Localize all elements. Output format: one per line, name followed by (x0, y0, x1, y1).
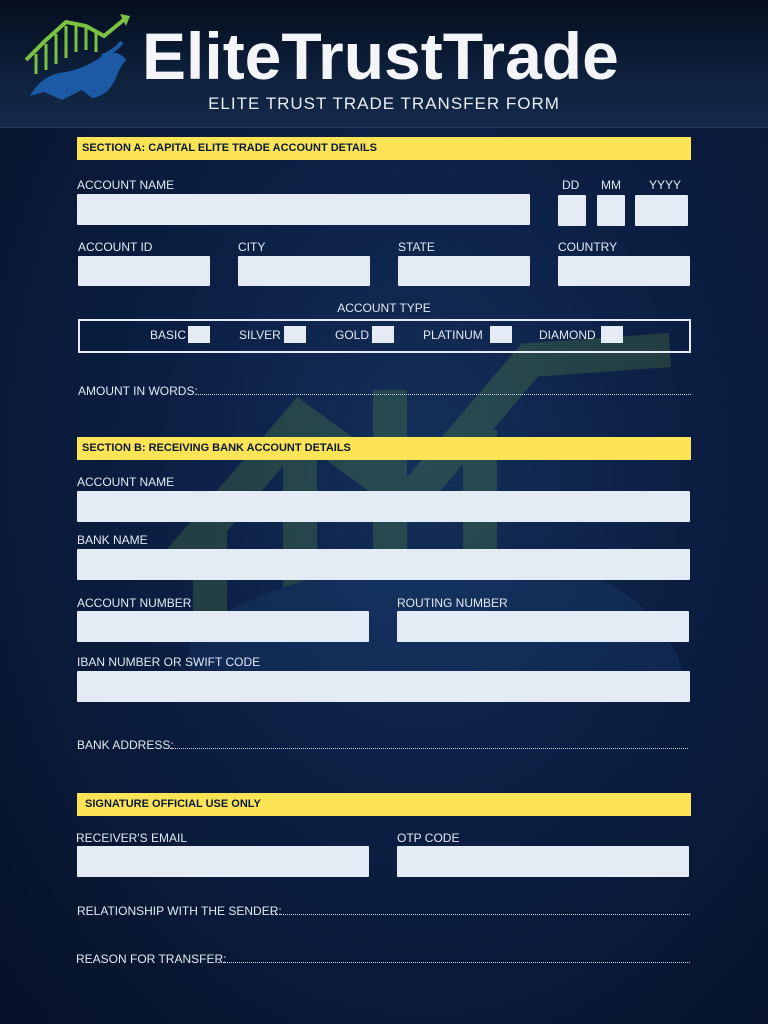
account-id-field[interactable] (78, 256, 210, 286)
routing-number-field[interactable] (397, 611, 689, 642)
account-name-field[interactable] (77, 194, 530, 225)
account-number-field[interactable] (77, 611, 369, 642)
bank-name-field[interactable] (77, 549, 690, 580)
form-subtitle: ELITE TRUST TRADE TRANSFER FORM (208, 94, 560, 113)
country-label: COUNTRY (558, 240, 618, 254)
type-basic-label: BASIC (150, 328, 187, 342)
routing-number-label: ROUTING NUMBER (397, 596, 508, 610)
reason-label: REASON FOR TRANSFER: (76, 952, 227, 966)
signature-section-header: SIGNATURE OFFICIAL USE ONLY (77, 793, 691, 816)
relationship-line[interactable] (272, 901, 690, 915)
receiver-email-field[interactable] (77, 846, 369, 877)
account-type-label: ACCOUNT TYPE (337, 301, 431, 315)
receiver-email-label: RECEIVER'S EMAIL (76, 831, 187, 845)
otp-code-field[interactable] (397, 846, 689, 877)
amount-words-label: AMOUNT IN WORDS: (78, 384, 198, 398)
type-platinum-label: PLATINUM (423, 328, 483, 342)
iban-swift-label: IBAN NUMBER OR SWIFT CODE (77, 655, 261, 669)
dd-label: DD (562, 178, 580, 192)
header-banner (0, 0, 768, 128)
amount-words-line[interactable] (196, 381, 691, 395)
type-gold-checkbox[interactable] (372, 326, 394, 343)
account-id-label: ACCOUNT ID (78, 240, 153, 254)
section-a-header: SECTION A: CAPITAL ELITE TRADE ACCOUNT DETAILS (77, 137, 691, 160)
type-diamond-label: DIAMOND (539, 328, 596, 342)
account-name-label: ACCOUNT NAME (77, 178, 175, 192)
brand-name: EliteTrustTrade (142, 19, 619, 93)
section-b-header: SECTION B: RECEIVING BANK ACCOUNT DETAILS (77, 437, 691, 460)
bank-address-label: BANK ADDRESS: (77, 738, 174, 752)
country-field[interactable] (558, 256, 690, 286)
yyyy-label: YYYY (649, 178, 682, 192)
iban-swift-field[interactable] (77, 671, 690, 702)
reason-line[interactable] (218, 949, 690, 963)
type-silver-label: SILVER (239, 328, 281, 342)
bull-chart-logo-icon (22, 12, 134, 104)
account-number-label: ACCOUNT NUMBER (77, 596, 192, 610)
yyyy-field[interactable] (635, 195, 688, 226)
type-gold-label: GOLD (335, 328, 370, 342)
mm-label: MM (601, 178, 621, 192)
relationship-label: RELATIONSHIP WITH THE SENDER: (77, 904, 282, 918)
state-field[interactable] (398, 256, 530, 286)
state-label: STATE (398, 240, 435, 254)
bank-name-label: BANK NAME (77, 533, 148, 547)
city-label: CITY (238, 240, 266, 254)
receiving-account-name-field[interactable] (77, 491, 690, 522)
dd-field[interactable] (558, 195, 586, 226)
type-basic-checkbox[interactable] (188, 326, 210, 343)
type-silver-checkbox[interactable] (284, 326, 306, 343)
type-diamond-checkbox[interactable] (601, 326, 623, 343)
city-field[interactable] (238, 256, 370, 286)
mm-field[interactable] (597, 195, 625, 226)
receiving-account-name-label: ACCOUNT NAME (77, 475, 175, 489)
otp-code-label: OTP CODE (397, 831, 460, 845)
type-platinum-checkbox[interactable] (490, 326, 512, 343)
bank-address-line[interactable] (170, 735, 688, 749)
